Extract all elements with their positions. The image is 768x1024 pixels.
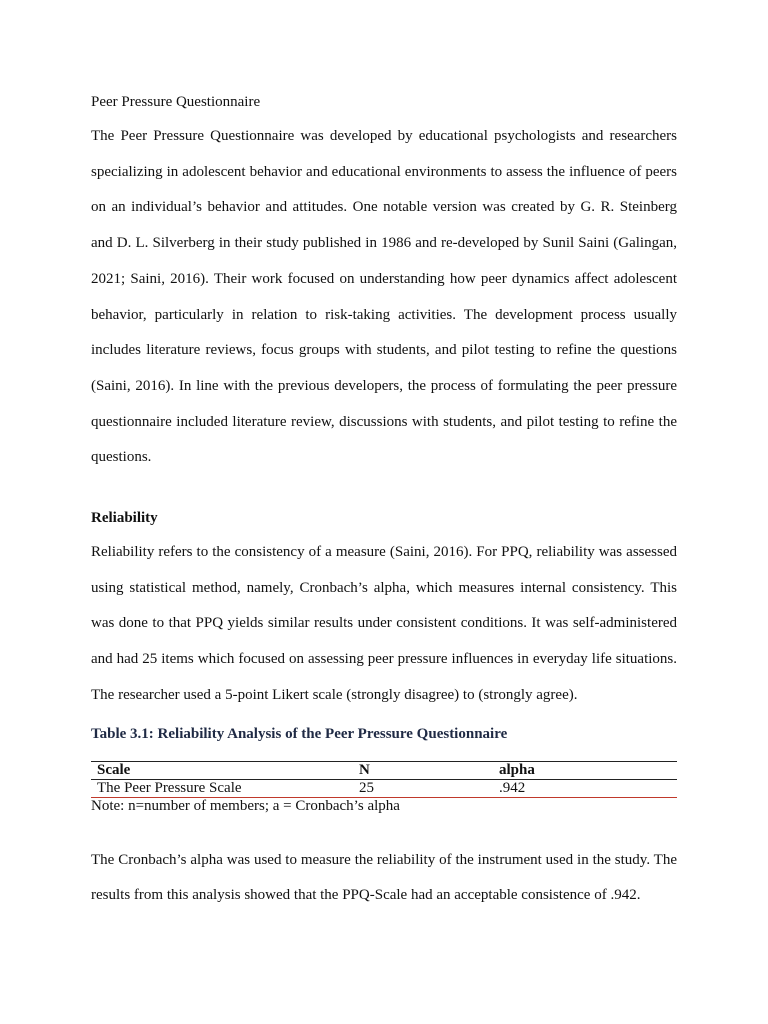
reliability-paragraph: Reliability refers to the consistency of a measure (Saini, 2016). For PPQ, reliability was assessed using statistical method, namely, Cronbach’s alpha, which measures internal consistency. This was done to that PPQ yields similar results under consistent conditions. It was self-administered and had 25 items which focused on assessing peer pressure influences in everyday life situations. The researcher used a 5-point Likert scale (strongly disagree) to (strongly agree).	[91, 544, 677, 703]
section-title: Peer Pressure Questionnaire	[91, 94, 261, 110]
reliability-heading: Reliability	[91, 510, 158, 527]
conclusion-paragraph: The Cronbach’s alpha was used to measure the reliability of the instrument used in the study. The results from this analysis showed that the PPQ-Scale had an acceptable consistence of .942.	[91, 851, 677, 904]
document-body	[91, 90, 677, 914]
table-row	[91, 779, 677, 797]
cell-alpha: .942	[493, 779, 677, 797]
header-scale: Scale	[91, 761, 353, 779]
reliability-table	[91, 761, 677, 798]
intro-paragraph: The Peer Pressure Questionnaire was developed by educational psychologists and researchers specializing in adolescent behavior and educational environments to assess the influence of peers on an individual’s behavior and attitudes. One notable version was created by G. R. Steinberg and D. L. Silverberg in their study published in 1986 and re-developed by Sunil Saini (Galingan, 2021; Saini, 2016). Their work focused on understanding how peer dynamics affect adolescent behavior, particularly in relation to risk-taking activities. The development process usually includes literature reviews, focus groups with students, and pilot testing to refine the questions (Saini, 2016). In line with the previous developers, the process of formulating the peer pressure questionnaire included literature review, discussions with students, and pilot testing to refine the questions.	[91, 128, 677, 466]
table-note: Note: n=number of members; a = Cronbach’s alpha	[91, 797, 400, 814]
table-header-row	[91, 761, 677, 779]
cell-scale: The Peer Pressure Scale	[91, 779, 353, 797]
header-n: N	[353, 761, 493, 779]
header-alpha: alpha	[493, 761, 677, 779]
cell-n: 25	[353, 779, 493, 797]
table-caption: Table 3.1: Reliability Analysis of the Peer Pressure Questionnaire	[91, 725, 508, 742]
